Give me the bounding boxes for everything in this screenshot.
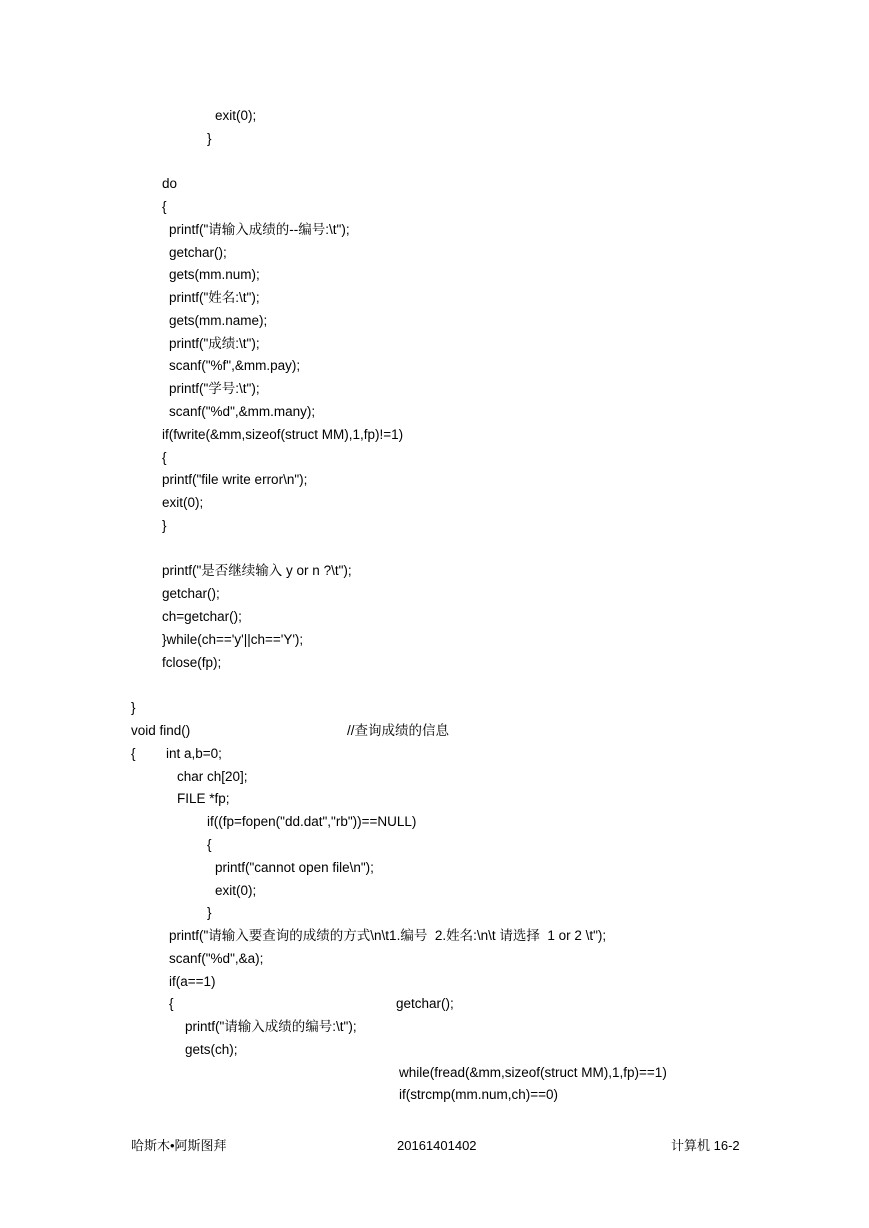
footer-class: 计算机 16-2 (671, 1138, 740, 1153)
code-line: scanf("%f",&mm.pay); (169, 358, 301, 373)
code-line: { (131, 746, 136, 761)
code-line: exit(0); (162, 495, 204, 510)
code-line: { (162, 450, 167, 465)
code-line: gets(mm.name); (169, 313, 268, 328)
code-line: printf("file write error\n"); (162, 472, 308, 487)
code-line: { (162, 199, 167, 214)
code-line: } (207, 131, 212, 146)
code-line: FILE *fp; (177, 791, 230, 806)
code-line: printf("请输入要查询的成绩的方式\n\t1.编号 2.姓名:\n\t 请选择 1 or 2 \t"); (169, 928, 607, 943)
code-line: { (169, 996, 174, 1011)
code-line: scanf("%d",&a); (169, 951, 264, 966)
code-line: ch=getchar(); (162, 609, 242, 624)
code-line: printf("cannot open file\n"); (215, 860, 374, 875)
code-line: fclose(fp); (162, 655, 222, 670)
code-line: while(fread(&mm,sizeof(struct MM),1,fp)==1) (399, 1065, 667, 1080)
code-line: gets(mm.num); (169, 267, 260, 282)
code-line: if(a==1) (169, 974, 216, 989)
code-line: }while(ch=='y'||ch=='Y'); (162, 632, 304, 647)
code-line: printf("是否继续输入 y or n ?\t"); (162, 563, 352, 578)
code-line: } (131, 700, 136, 715)
code-line: getchar(); (396, 996, 454, 1011)
code-line: exit(0); (215, 108, 257, 123)
code-line: char ch[20]; (177, 769, 248, 784)
code-line: void find() (131, 723, 191, 738)
code-line: do (162, 176, 178, 191)
code-line: printf("学号:\t"); (169, 381, 260, 396)
code-line: exit(0); (215, 883, 257, 898)
code-line: printf("姓名:\t"); (169, 290, 260, 305)
code-line: if(strcmp(mm.num,ch)==0) (399, 1087, 559, 1102)
code-line: if((fp=fopen("dd.dat","rb"))==NULL) (207, 814, 417, 829)
footer-student-id: 20161401402 (397, 1138, 477, 1153)
code-line: getchar(); (169, 245, 227, 260)
code-line: gets(ch); (185, 1042, 238, 1057)
code-line: printf("请输入成绩的编号:\t"); (185, 1019, 357, 1034)
code-line: } (162, 518, 167, 533)
code-line: { (207, 837, 212, 852)
code-line: printf("成绩:\t"); (169, 336, 260, 351)
code-line: printf("请输入成绩的--编号:\t"); (169, 222, 350, 237)
code-line: getchar(); (162, 586, 220, 601)
code-comment: //查询成绩的信息 (347, 723, 450, 738)
footer-author: 哈斯木•阿斯图拜 (131, 1138, 227, 1153)
code-line: if(fwrite(&mm,sizeof(struct MM),1,fp)!=1) (162, 427, 404, 442)
code-line: } (207, 905, 212, 920)
code-line: int a,b=0; (166, 746, 222, 761)
code-line: scanf("%d",&mm.many); (169, 404, 316, 419)
